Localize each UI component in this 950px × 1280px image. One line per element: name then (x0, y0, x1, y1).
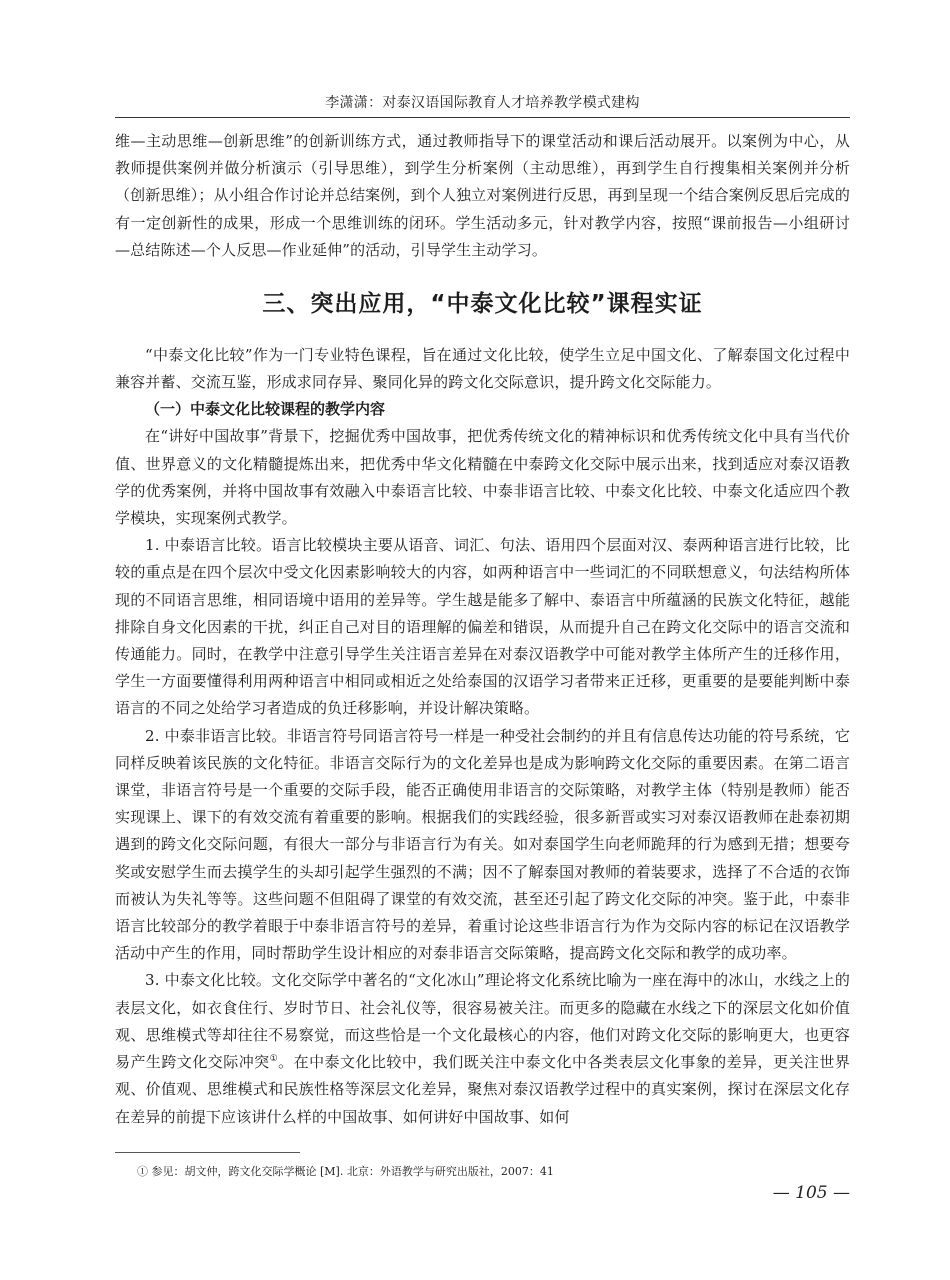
culture-text-part-1: 3. 中泰文化比较。文化交际学中著名的“文化冰山”理论将文化系统比喻为一座在海中的冰山，水线之上的表层文化，如衣食住行、岁时节日、社会礼仪等，很容易被关注。而更多的隐藏在水线之下的深层文化如价值观、思维模式等却往往不易察觉，而这些恰是一个文化最核心的内容，他们对跨文化交际的影响更大，也更容易产生跨文化交际冲突 (115, 971, 850, 1072)
footnote (137, 1163, 837, 1179)
paragraph-culture-comparison (115, 967, 850, 1130)
paragraph-course-intro: “中泰文化比较”作为一门专业特色课程，旨在通过文化比较，使学生立足中国文化、了解泰国文化过程中兼容并蓄、交流互鉴，形成求同存异、聚同化异的跨文化交际意识，提升跨文化交际能力。 (115, 346, 850, 392)
header-rule (115, 117, 850, 118)
paragraph-continued: 维—主动思维—创新思维”的创新训练方式，通过教师指导下的课堂活动和课后活动展开。以案例为中心，从教师提供案例并做分析演示（引导思维），到学生分析案例（主动思维），再到学生自行搜集相关案例并分析（创新思维）；从小组合作讨论并总结案例，到个人独立对案例进行反思，再到呈现一个结合案例反思后完成的有一定创新性的成果，形成一个思维训练的闭环。学生活动多元，针对教学内容，按照“课前报告—小组研讨—总结陈述—个人反思—作业延伸”的活动，引导学生主动学习。 (115, 132, 850, 259)
running-header: 李潇潇：对泰汉语国际教育人才培养教学模式建构 (325, 95, 640, 111)
main-content (115, 128, 850, 1131)
page-number: — 105 — (772, 1183, 850, 1203)
culture-text-part-2: 。在中泰文化比较中，我们既关注中泰文化中各类表层文化事象的差异，更关注世界观、价值观、思维模式和民族性格等深层文化差异，聚焦对泰汉语教学过程中的真实案例，探讨在深层文化存在差异的前提下应该讲什么样的中国故事、如何讲好中国故事、如何 (115, 1053, 850, 1126)
paragraph-language-comparison: 1. 中泰语言比较。语言比较模块主要从语音、词汇、句法、语用四个层面对汉、泰两种语言进行比较，比较的重点是在四个层次中受文化因素影响较大的内容，如两种语言中一些词汇的不同联想意义，句法结构所体现的不同语言思维，相同语境中语用的差异等。学生越是能多了解中、泰语言中所蕴涵的民族文化特征，越能排除自身文化因素的干扰，纠正自己对目的语理解的偏差和错误，从而提升自己在跨文化交际中的语言交流和传通能力。同时，在教学中注意引导学生关注语言差异在对泰汉语教学中可能对教学主体所产生的迁移作用，学生一方面要懂得利用两种语言中相同或相近之处给泰国的汉语学习者带来正迁移，更重要的是要能判断中泰语言的不同之处给学习者造成的负迁移影响，并设计解决策略。 (115, 536, 850, 718)
paragraph-teaching-content: 在“讲好中国故事”背景下，挖掘优秀中国故事，把优秀传统文化的精神标识和优秀传统文化中具有当代价值、世界意义的文化精髓提炼出来，把优秀中华文化精髓在中泰跨文化交际中展示出来，找到适应对泰汉语教学的优秀案例，并将中国故事有效融入中泰语言比较、中泰非语言比较、中泰文化比较、中泰文化适应四个教学模块，实现案例式教学。 (115, 427, 850, 528)
footnote-rule (115, 1152, 300, 1153)
subsection-heading: （一）中泰文化比较课程的教学内容 (145, 400, 386, 419)
footnote-text: 参见：胡文仲，跨文化交际学概论 [M]. 北京：外语教学与研究出版社，2007：41 (148, 1165, 554, 1178)
footnote-marker: ① (137, 1165, 148, 1178)
paragraph-nonverbal-comparison: 2. 中泰非语言比较。非语言符号同语言符号一样是一种受社会制约的并且有信息传达功能的符号系统，它同样反映着该民族的文化特征。非语言交际行为的文化差异也是成为影响跨文化交际的重要因素。在第二语言课堂，非语言符号是一个重要的交际手段，能否正确使用非语言的交际策略，对教学主体（特别是教师）能否实现课上、课下的有效交流有着重要的影响。根据我们的实践经验，很多新晋或实习对泰汉语教师在赴泰初期遇到的跨文化交际问题，有很大一部分与非语言行为有关。如对泰国学生向老师跪拜的行为感到无措；想要夸奖或安慰学生而去摸学生的头却引起学生强烈的不满；因不了解泰国对教师的着装要求，选择了不合适的衣饰而被认为失礼等等。这些问题不但阻碍了课堂的有效交流，甚至还引起了跨文化交际的冲突。鉴于此，中泰非语言比较部分的教学着眼于中泰非语言符号的差异，着重讨论这些非语言行为作为交际内容的标记在汉语教学活动中产生的作用，同时帮助学生设计相应的对泰非语言交际策略，提高跨文化交际和教学的成功率。 (115, 726, 850, 963)
section-heading: 三、突出应用，“中泰文化比较”课程实证 (262, 291, 703, 318)
footnote-reference[interactable]: ① (269, 1054, 279, 1065)
